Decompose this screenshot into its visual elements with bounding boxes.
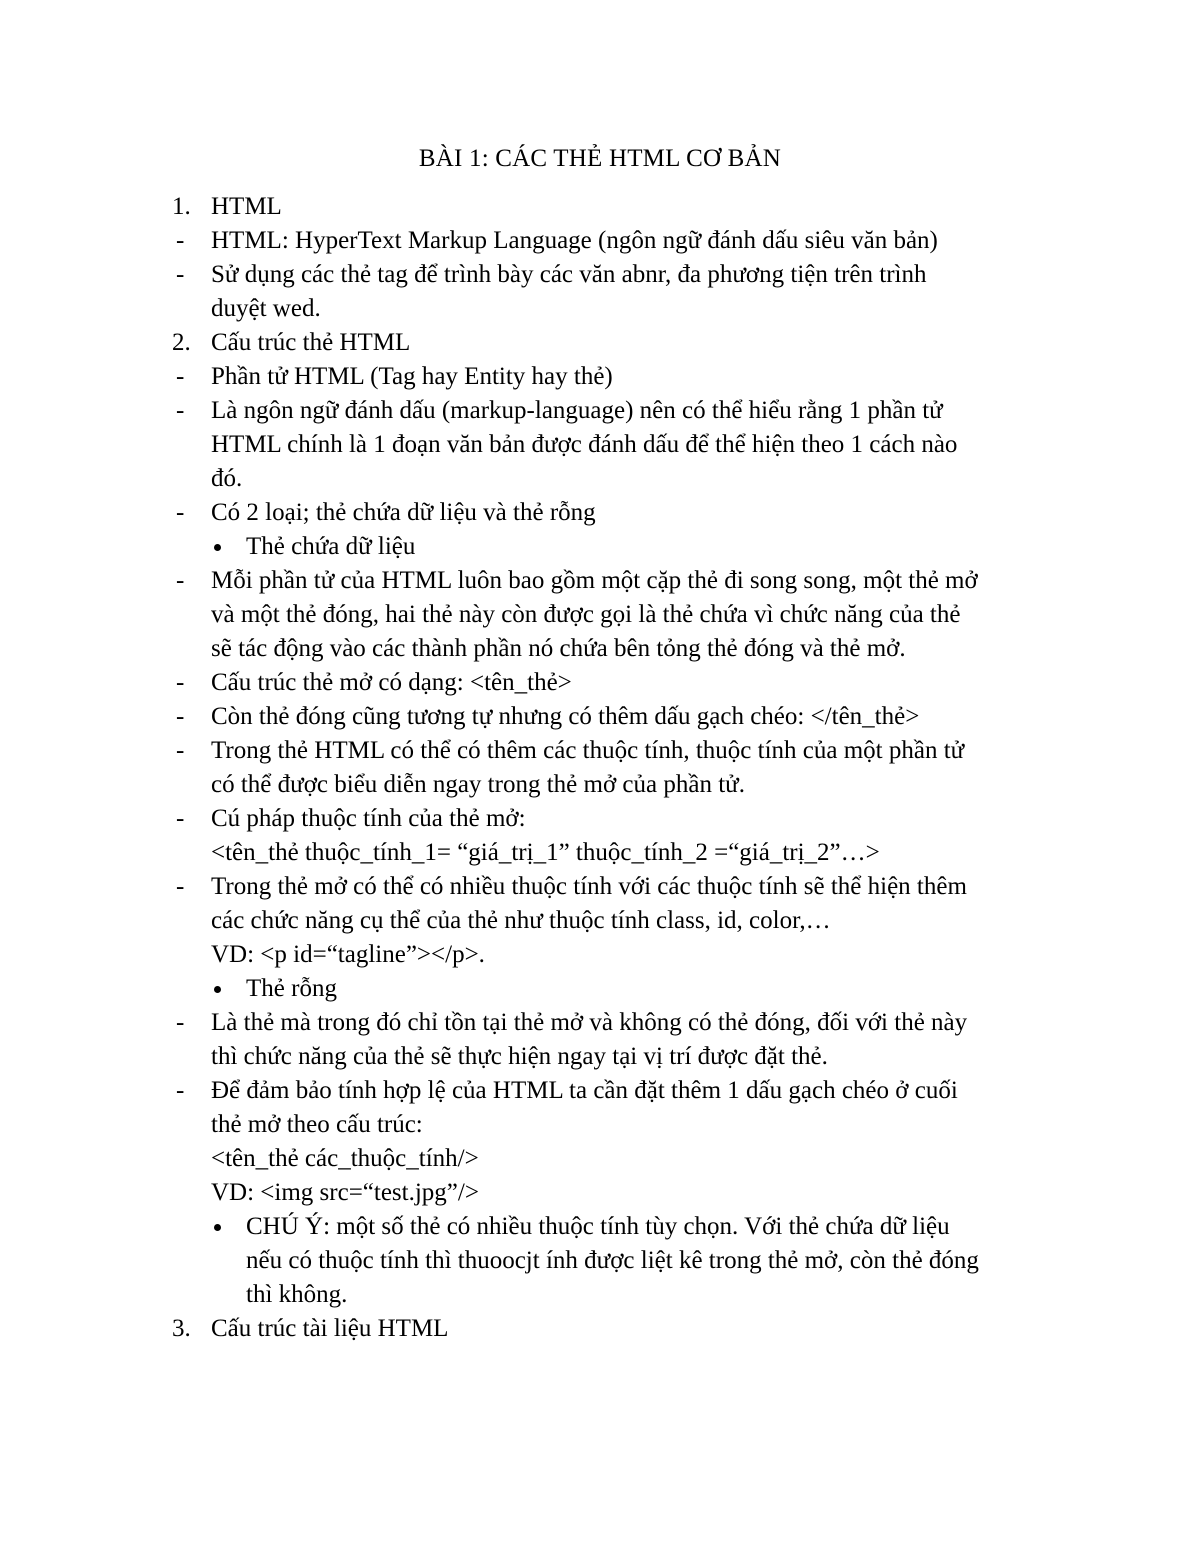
document-title: BÀI 1: CÁC THẺ HTML CƠ BẢN bbox=[418, 145, 782, 172]
list-dash: - bbox=[176, 873, 185, 900]
line-text: Trong thẻ HTML có thể có thêm các thuộc tính, thuộc tính của một phần tử bbox=[211, 737, 965, 764]
document-line bbox=[0, 394, 1200, 428]
line-text: Để đảm bảo tính hợp lệ của HTML ta cần đặt thêm 1 dấu gạch chéo ở cuối bbox=[211, 1077, 958, 1104]
document-line bbox=[0, 1040, 1200, 1074]
document-line bbox=[0, 224, 1200, 258]
document-line bbox=[0, 1278, 1200, 1312]
list-dash: - bbox=[176, 227, 185, 254]
line-text: Thẻ chứa dữ liệu bbox=[246, 533, 416, 560]
line-text: và một thẻ đóng, hai thẻ này còn được gọi là thẻ chứa vì chức năng của thẻ bbox=[211, 601, 961, 628]
document-line bbox=[0, 1210, 1200, 1244]
line-text: Cấu trúc tài liệu HTML bbox=[211, 1315, 449, 1342]
line-text: Là thẻ mà trong đó chỉ tồn tại thẻ mở và không có thẻ đóng, đối với thẻ này bbox=[211, 1009, 968, 1036]
document-line bbox=[0, 360, 1200, 394]
list-dash: - bbox=[176, 363, 185, 390]
document-line bbox=[0, 700, 1200, 734]
document-line bbox=[0, 258, 1200, 292]
line-text: Cấu trúc thẻ HTML bbox=[211, 329, 411, 356]
document-line bbox=[0, 1176, 1200, 1210]
document-line bbox=[0, 530, 1200, 564]
document-line bbox=[0, 190, 1200, 224]
document-line bbox=[0, 972, 1200, 1006]
document-line bbox=[0, 666, 1200, 700]
document-line bbox=[0, 802, 1200, 836]
line-text: Cú pháp thuộc tính của thẻ mở: bbox=[211, 805, 526, 832]
line-text: HTML chính là 1 đoạn văn bản được đánh dấu để thể hiện theo 1 cách nào bbox=[211, 431, 958, 458]
list-number: 3. bbox=[172, 1315, 191, 1342]
line-text: Trong thẻ mở có thể có nhiều thuộc tính với các thuộc tính sẽ thể hiện thêm bbox=[211, 873, 967, 900]
line-text: Thẻ rỗng bbox=[246, 975, 337, 1002]
document-line bbox=[0, 462, 1200, 496]
list-dash: - bbox=[176, 499, 185, 526]
line-text: Cấu trúc thẻ mở có dạng: <tên_thẻ> bbox=[211, 669, 572, 696]
document-line bbox=[0, 734, 1200, 768]
document-line bbox=[0, 564, 1200, 598]
document-line bbox=[0, 326, 1200, 360]
document-line bbox=[0, 904, 1200, 938]
list-dash: - bbox=[176, 805, 185, 832]
document-line bbox=[0, 598, 1200, 632]
line-text: Sử dụng các thẻ tag để trình bày các văn abnr, đa phương tiện trên trình bbox=[211, 261, 927, 288]
list-number: 2. bbox=[172, 329, 191, 356]
document-line bbox=[0, 1244, 1200, 1278]
line-text: VD: <p id=“tagline”></p>. bbox=[211, 941, 485, 968]
document-line bbox=[0, 292, 1200, 326]
list-dash: - bbox=[176, 1009, 185, 1036]
bullet-dot-icon bbox=[214, 986, 221, 993]
line-text: Còn thẻ đóng cũng tương tự nhưng có thêm dấu gạch chéo: </tên_thẻ> bbox=[211, 703, 920, 730]
document-line bbox=[0, 496, 1200, 530]
line-text: có thể được biểu diễn ngay trong thẻ mở của phần tử. bbox=[211, 771, 745, 798]
document-line bbox=[0, 870, 1200, 904]
line-text: sẽ tác động vào các thành phần nó chứa bên tỏng thẻ đóng và thẻ mở. bbox=[211, 635, 906, 662]
line-text: nếu có thuộc tính thì thuoocjt ính được liệt kê trong thẻ mở, còn thẻ đóng bbox=[246, 1247, 979, 1274]
line-text: thẻ mở theo cấu trúc: bbox=[211, 1111, 423, 1138]
line-text: <tên_thẻ các_thuộc_tính/> bbox=[211, 1145, 479, 1172]
line-text: Có 2 loại; thẻ chứa dữ liệu và thẻ rỗng bbox=[211, 499, 596, 526]
list-dash: - bbox=[176, 1077, 185, 1104]
line-text: Phần tử HTML (Tag hay Entity hay thẻ) bbox=[211, 363, 613, 390]
line-text: Là ngôn ngữ đánh dấu (markup-language) nên có thể hiểu rằng 1 phần tử bbox=[211, 397, 943, 424]
line-text: VD: <img src=“test.jpg”/> bbox=[211, 1179, 479, 1206]
document-line bbox=[0, 1108, 1200, 1142]
line-text: <tên_thẻ thuộc_tính_1= “giá_trị_1” thuộc_tính_2 =“giá_trị_2”…> bbox=[211, 839, 880, 866]
line-text: thì không. bbox=[246, 1281, 348, 1308]
document-body bbox=[0, 190, 1200, 1346]
document-line bbox=[0, 632, 1200, 666]
list-dash: - bbox=[176, 261, 185, 288]
line-text: thì chức năng của thẻ sẽ thực hiện ngay tại vị trí được đặt thẻ. bbox=[211, 1043, 828, 1070]
list-number: 1. bbox=[172, 193, 191, 220]
line-text: CHÚ Ý: một số thẻ có nhiều thuộc tính tùy chọn. Với thẻ chứa dữ liệu bbox=[246, 1213, 950, 1240]
bullet-dot-icon bbox=[214, 1224, 221, 1231]
list-dash: - bbox=[176, 669, 185, 696]
list-dash: - bbox=[176, 703, 185, 730]
document-line bbox=[0, 938, 1200, 972]
line-text: HTML: HyperText Markup Language (ngôn ngữ đánh dấu siêu văn bản) bbox=[211, 227, 938, 254]
document-line bbox=[0, 836, 1200, 870]
list-dash: - bbox=[176, 737, 185, 764]
list-dash: - bbox=[176, 397, 185, 424]
list-dash: - bbox=[176, 567, 185, 594]
line-text: HTML bbox=[211, 193, 282, 220]
document-line bbox=[0, 1006, 1200, 1040]
document-line bbox=[0, 1142, 1200, 1176]
document-line bbox=[0, 1074, 1200, 1108]
line-text: duyệt wed. bbox=[211, 295, 321, 322]
line-text: đó. bbox=[211, 465, 243, 492]
document-line bbox=[0, 768, 1200, 802]
document-line bbox=[0, 428, 1200, 462]
line-text: các chức năng cụ thể của thẻ như thuộc tính class, id, color,… bbox=[211, 907, 831, 934]
document-line bbox=[0, 1312, 1200, 1346]
line-text: Mỗi phần tử của HTML luôn bao gồm một cặp thẻ đi song song, một thẻ mở bbox=[211, 567, 978, 594]
bullet-dot-icon bbox=[214, 544, 221, 551]
